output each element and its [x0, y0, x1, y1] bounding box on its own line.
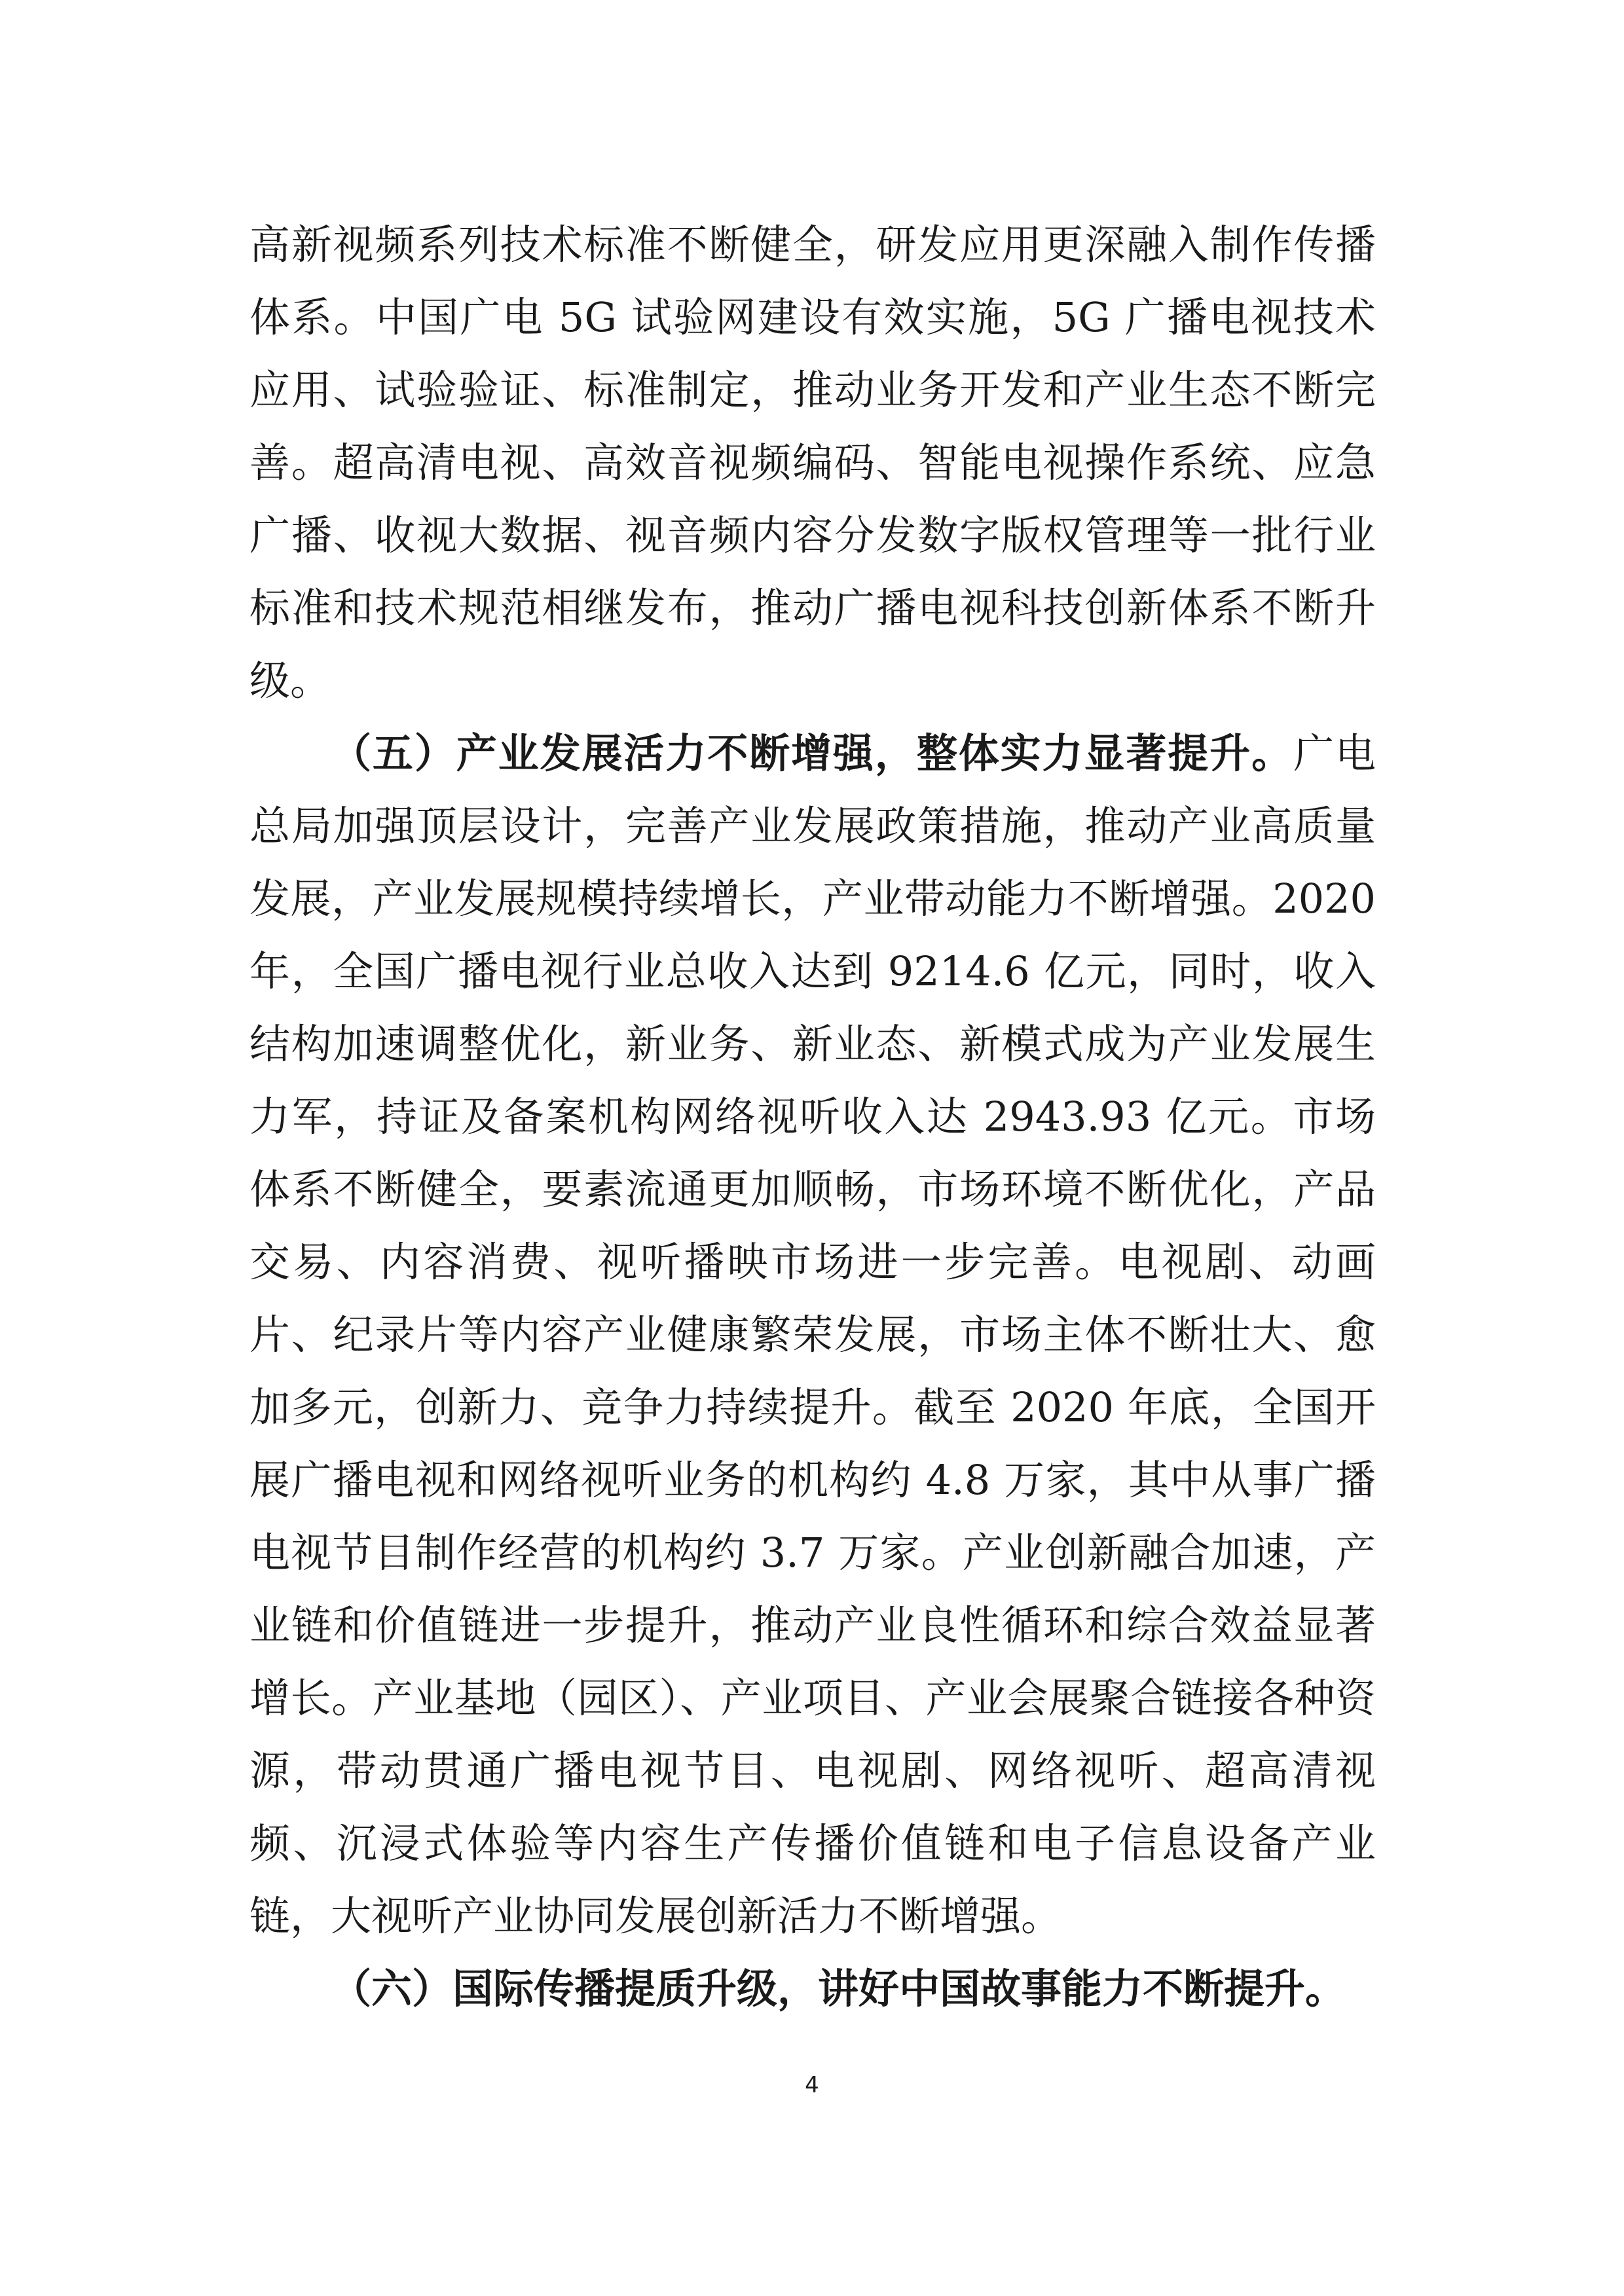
paragraph-1: [249, 208, 1376, 717]
paragraph-2-text: 广电总局加强顶层设计，完善产业发展政策措施，推动产业高质量发展，产业发展规模持续增长，产业带动能力不断增强。2020 年，全国广播电视行业总收入达到 9214.6 亿元，同时，收入结构加速调整优化，新业务、新业态、新模式成为产业发展生力军，持证及备案机构网络视听收入达 2943.93 亿元。市场体系不断健全，要素流通更加顺畅，市场环境不断优化，产品交易、内容消费、视听播映市场进一步完善。电视剧、动画片、纪录片等内容产业健康繁荣发展，市场主体不断壮大、愈加多元，创新力、竞争力持续提升。截至 2020 年底，全国开展广播电视和网络视听业务的机构约 4.8 万家，其中从事广播电视节目制作经营的机构约 3.7 万家。产业创新融合加速，产业链和价值链进一步提升，推动产业良性循环和综合效益显著增长。产业基地（园区）、产业项目、产业会展聚合链接各种资源，带动贯通广播电视节目、电视剧、网络视听、超高清视频、沉浸式体验等内容生产传播价值链和电子信息设备产业链，大视听产业协同发展创新活力不断增强。: [249, 729, 1376, 1940]
document-body: [249, 208, 1376, 2025]
paragraph-3-heading: （六）国际传播提质升级，讲好中国故事能力不断提升。: [331, 1965, 1346, 2013]
page-number: 4: [805, 2072, 819, 2098]
paragraph-2: [249, 717, 1376, 1952]
paragraph-3: [249, 1952, 1376, 2025]
paragraph-2-heading: （五）产业发展活力不断增强，整体实力显著提升。: [331, 729, 1294, 777]
paragraph-1-text: 高新视频系列技术标准不断健全，研发应用更深融入制作传播体系。中国广电 5G 试验网建设有效实施，5G 广播电视技术应用、试验验证、标准制定，推动业务开发和产业生态不断完善。超高清电视、高效音视频编码、智能电视操作系统、应急广播、收视大数据、视音频内容分发数字版权管理等一批行业标准和技术规范相继发布，推动广播电视科技创新体系不断升级。: [249, 221, 1376, 704]
